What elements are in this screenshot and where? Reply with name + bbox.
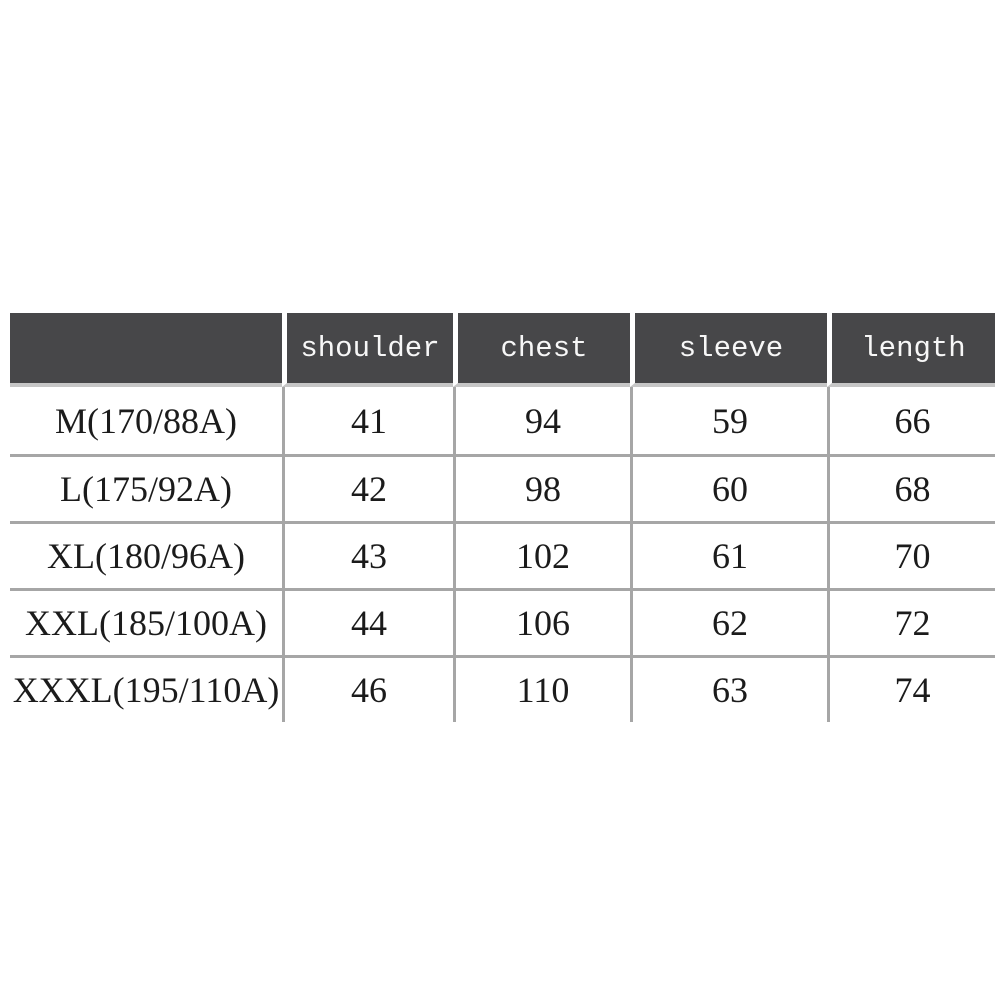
cell-sleeve: 62: [630, 588, 827, 655]
cell-chest: 102: [453, 521, 630, 588]
size-label: M(170/88A): [55, 400, 237, 441]
size-label: L(175/92A): [10, 454, 282, 521]
size-label: XXXL(195/110A): [10, 655, 282, 722]
cell-length: 66: [827, 387, 995, 454]
cell-sleeve: 61: [630, 521, 827, 588]
header-cell-blank: [10, 313, 282, 387]
size-chart-table: [10, 313, 995, 722]
cell-chest: 106: [453, 588, 630, 655]
cell-sleeve: 59: [630, 387, 827, 454]
cell-chest: 94: [453, 387, 630, 454]
cell-chest: 110: [453, 655, 630, 722]
header-cell-shoulder: shoulder: [282, 313, 453, 387]
cell-length: 74: [827, 655, 995, 722]
cell-length: 70: [827, 521, 995, 588]
cell-shoulder: 46: [282, 655, 453, 722]
cell-shoulder: 42: [282, 454, 453, 521]
cell-sleeve: 63: [630, 655, 827, 722]
cell-chest: 98: [453, 454, 630, 521]
size-label: XL(180/96A): [10, 521, 282, 588]
cell-length: 68: [827, 454, 995, 521]
header-cell-sleeve: sleeve: [630, 313, 827, 387]
header-cell-length: length: [827, 313, 995, 387]
size-label: XXL(185/100A): [10, 588, 282, 655]
cell-sleeve: 60: [630, 454, 827, 521]
cell-shoulder: 44: [282, 588, 453, 655]
cell-length: 72: [827, 588, 995, 655]
cell-shoulder: 41: [282, 387, 453, 454]
header-cell-chest: chest: [453, 313, 630, 387]
cell-shoulder: 43: [282, 521, 453, 588]
